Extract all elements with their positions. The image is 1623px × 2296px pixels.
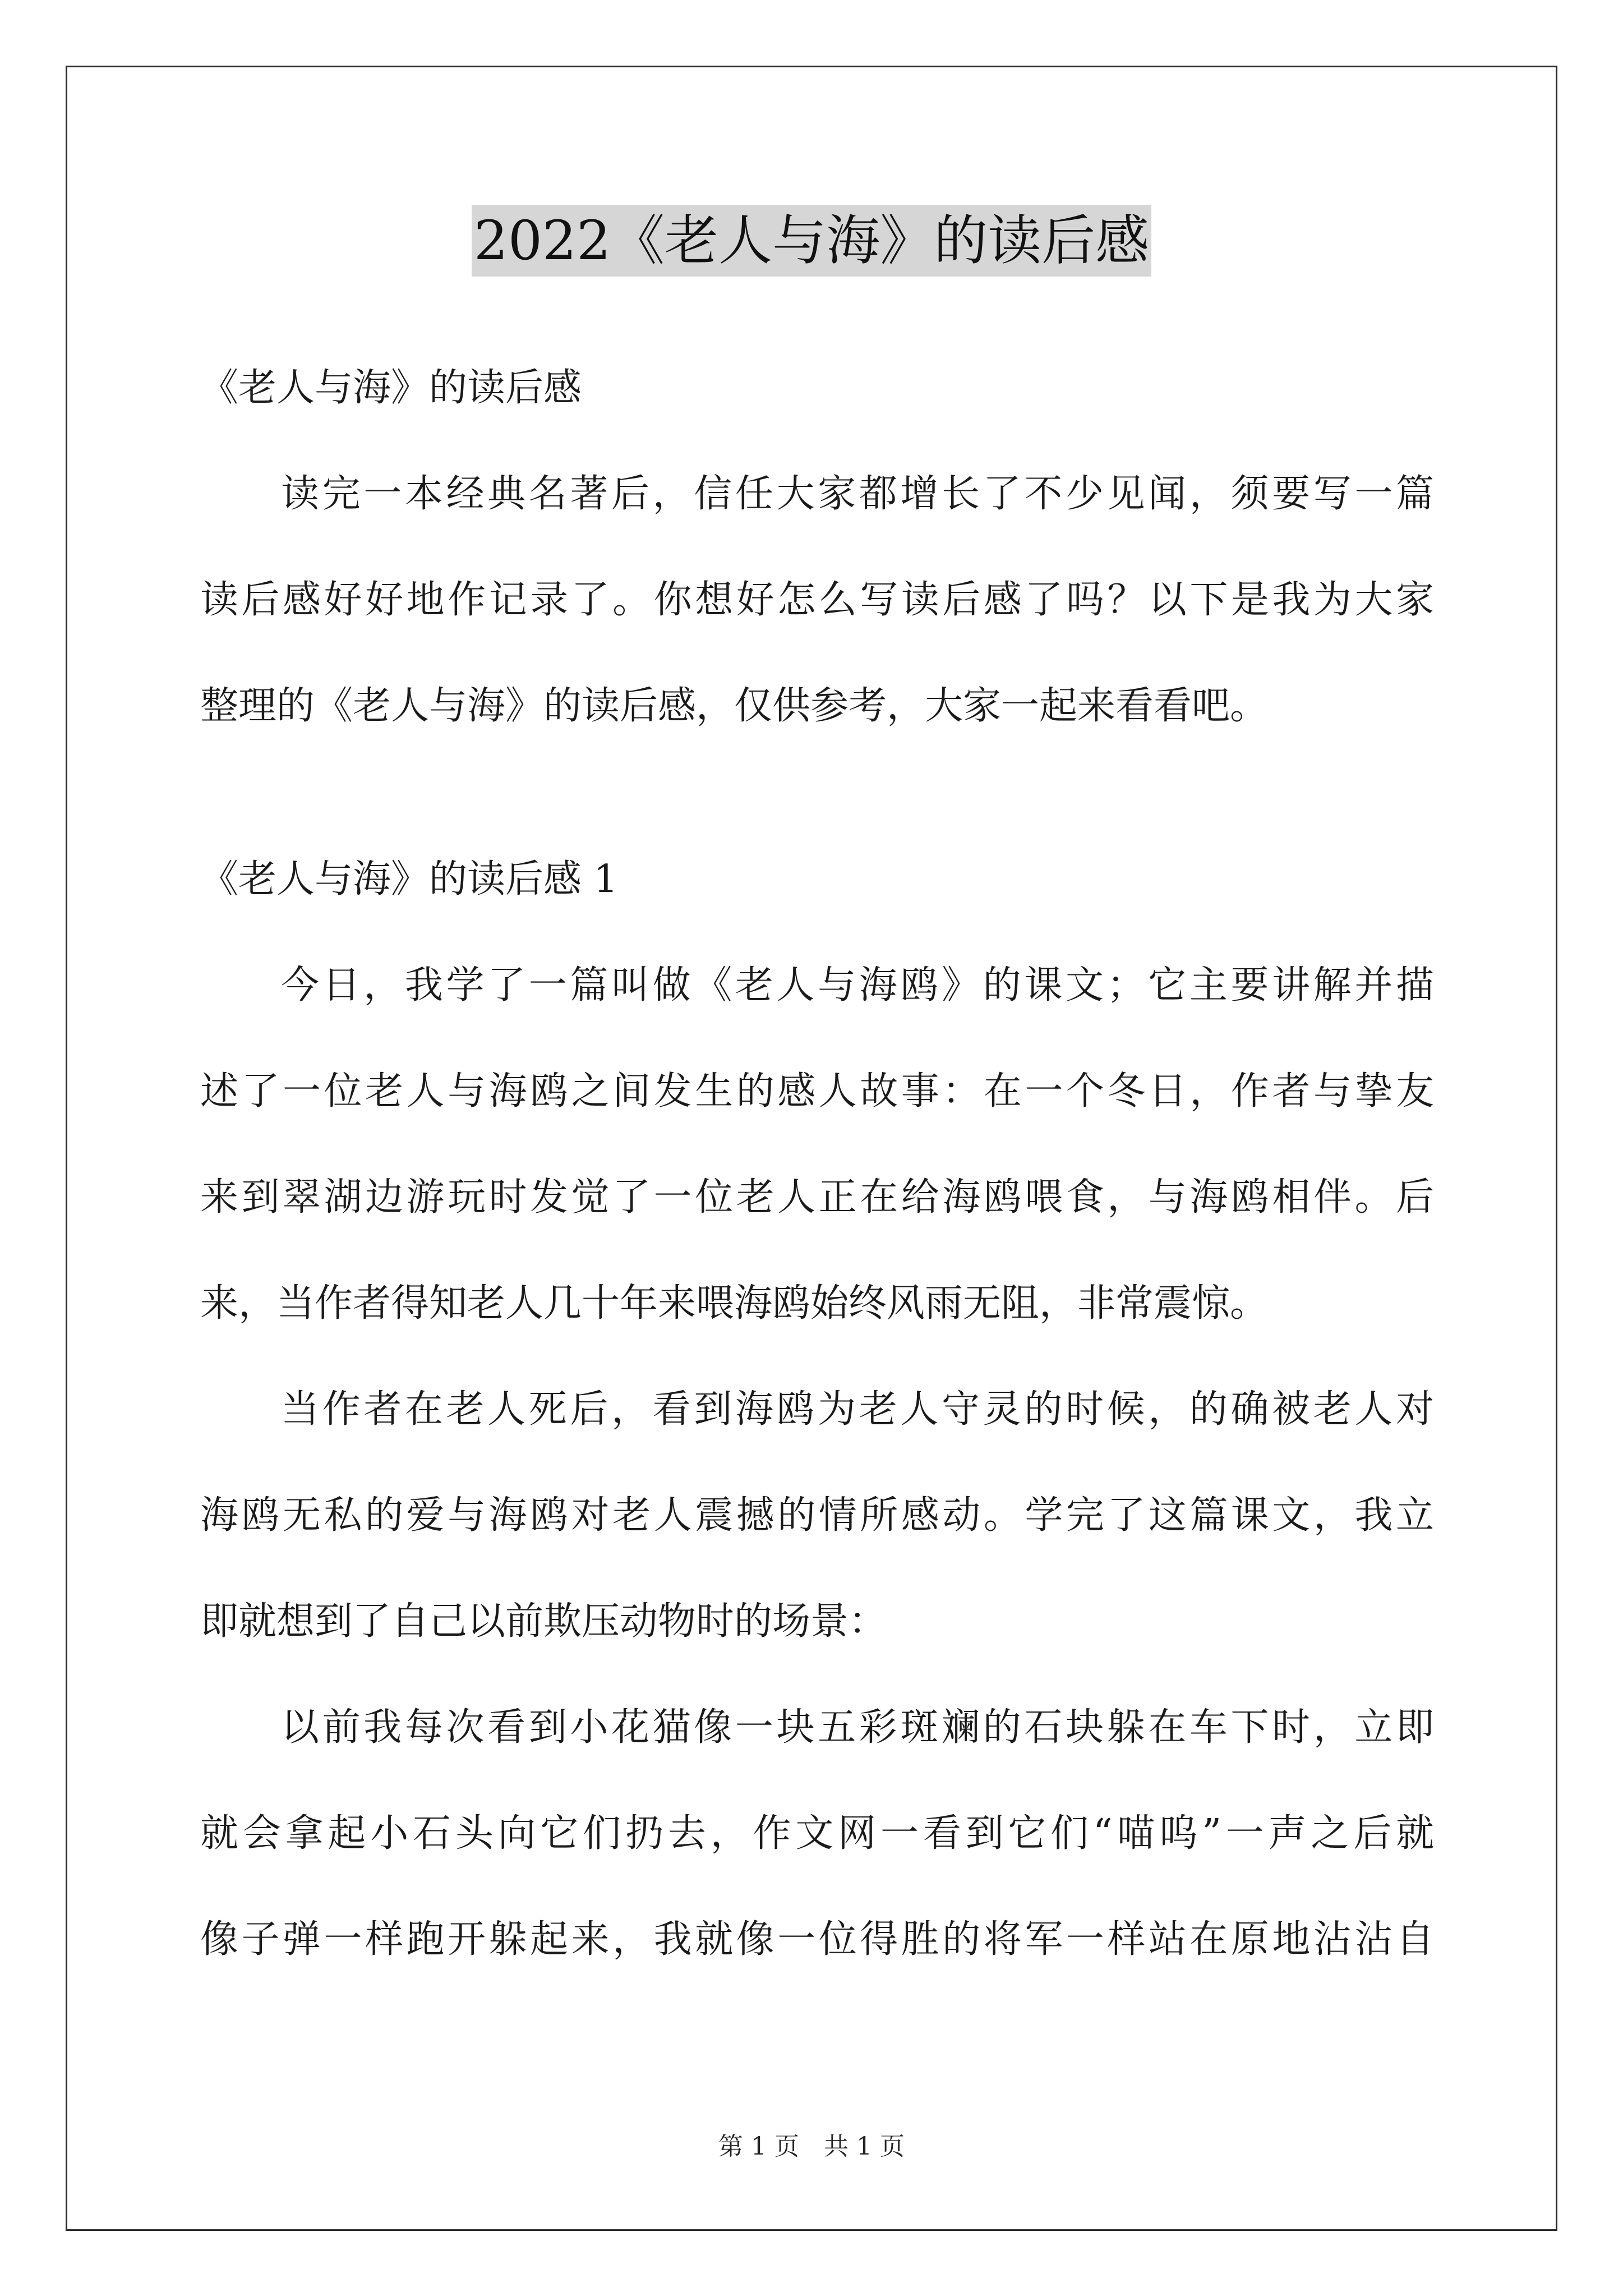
paragraph-line: 像子弹一样跑开躲起来，我就像一位得胜的将军一样站在原地沾沾自	[200, 1917, 1434, 1962]
paragraph-line: 海鸥无私的爱与海鸥对老人震撼的情所感动。学完了这篇课文，我立	[200, 1493, 1434, 1538]
paragraph-line: 来到翠湖边游玩时发觉了一位老人正在给海鸥喂食，与海鸥相伴。后	[200, 1175, 1434, 1220]
page-footer: 第 1 页 共 1 页	[718, 2132, 905, 2161]
document-body	[200, 335, 1434, 1993]
intro-line: 读后感好好地作记录了。你想好怎么写读后感了吗？以下是我为大家	[200, 578, 1434, 622]
paragraph-line: 述了一位老人与海鸥之间发生的感人故事：在一个冬日，作者与挚友	[200, 1069, 1434, 1114]
intro-line: 整理的《老人与海》的读后感，仅供参考，大家一起来看看吧。	[200, 684, 1269, 728]
paragraph-line: 就会拿起小石头向它们扔去，作文网一看到它们“喵呜”一声之后就	[200, 1811, 1434, 1856]
intro-heading: 《老人与海》的读后感	[200, 366, 582, 410]
intro-line: 读完一本经典名著后，信任大家都增长了不少见闻，须要写一篇	[281, 472, 1434, 516]
paragraph-line: 即就想到了自己以前欺压动物时的场景：	[200, 1599, 887, 1644]
paragraph-line: 以前我每次看到小花猫像一块五彩斑斓的石块躲在车下时，立即	[281, 1705, 1434, 1750]
document-title: 2022《老人与海》的读后感	[472, 205, 1151, 277]
section-gap	[200, 759, 1434, 826]
paragraph-line: 今日，我学了一篇叫做《老人与海鸥》的课文；它主要讲解并描	[281, 963, 1434, 1007]
title-wrap	[0, 205, 1623, 277]
paragraph-line: 来，当作者得知老人几十年来喂海鸥始终风雨无阻，非常震惊。	[200, 1281, 1269, 1326]
paragraph-line: 当作者在老人死后，看到海鸥为老人守灵的时候，的确被老人对	[281, 1387, 1434, 1432]
section-heading: 《老人与海》的读后感 1	[200, 857, 618, 901]
